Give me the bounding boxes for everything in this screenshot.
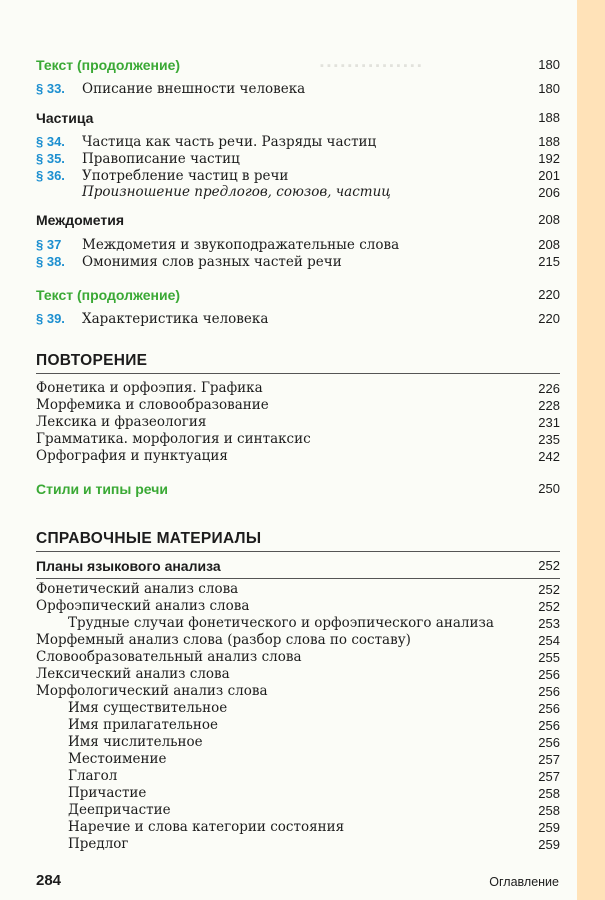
toc-entry-repetition-3[interactable]: Лексика и фразеология 231 <box>36 414 560 430</box>
toc-group-interjections[interactable]: Междометия 208 <box>36 212 560 228</box>
section-heading-repetition: ПОВТОРЕНИЕ <box>36 352 148 369</box>
toc-entry-repetition-4[interactable]: Грамматика. морфология и синтаксис 235 <box>36 431 560 447</box>
toc-entry-morph-numeral[interactable]: Имя числительное 256 <box>68 734 560 750</box>
toc-entry-repetition-5[interactable]: Орфография и пунктуация 242 <box>36 448 560 464</box>
toc-group-analysis-plans[interactable]: Планы языкового анализа 252 <box>36 558 560 574</box>
toc-entry-analysis-5[interactable]: Лексический анализ слова 256 <box>36 666 560 682</box>
toc-entry-33[interactable]: § 33. Описание внешности человека 180 <box>36 81 560 97</box>
toc-entry-morph-verb[interactable]: Глагол 257 <box>68 768 560 784</box>
page-number: 284 <box>36 872 62 889</box>
toc-entry-repetition-1[interactable]: Фонетика и орфоэпия. Графика 226 <box>36 380 560 396</box>
toc-entry-morph-adjective[interactable]: Имя прилагательное 256 <box>68 717 560 733</box>
toc-entry-34[interactable]: § 34. Частица как часть речи. Разряды частиц 188 <box>36 134 560 150</box>
toc-entry-analysis-4[interactable]: Словообразовательный анализ слова 255 <box>36 649 560 665</box>
toc-group-text-continued-2[interactable]: Текст (продолжение) 220 <box>36 287 560 303</box>
toc-entry-38[interactable]: § 38. Омонимия слов разных частей речи 215 <box>36 254 560 270</box>
divider <box>36 578 560 579</box>
bleed-through: ▪ ▪ ▪ ▪ ▪ ▪ ▪ ▪ ▪ ▪ ▪ ▪ ▪ ▪ ▪ <box>320 60 422 72</box>
toc-entry-morph-adverbial-participle[interactable]: Деепричастие 258 <box>68 802 560 818</box>
toc-entry-analysis-1[interactable]: Фонетический анализ слова 252 <box>36 581 560 597</box>
divider <box>36 373 560 374</box>
toc-entry-analysis-3[interactable]: Морфемный анализ слова (разбор слова по составу) 254 <box>36 632 560 648</box>
toc-entry-37[interactable]: § 37 Междометия и звукоподражательные слова 208 <box>36 237 560 253</box>
toc-entry-morph-noun[interactable]: Имя существительное 256 <box>68 700 560 716</box>
toc-entry-morph-pronoun[interactable]: Местоимение 257 <box>68 751 560 767</box>
running-footer-title: Оглавление <box>489 875 559 889</box>
toc-entry-36-pronunciation[interactable]: Произношение предлогов, союзов, частиц 206 <box>82 184 560 200</box>
toc-entry-analysis-2b[interactable]: Трудные случаи фонетического и орфоэпического анализа 253 <box>68 615 560 631</box>
toc-entry-39[interactable]: § 39. Характеристика человека 220 <box>36 311 560 327</box>
section-heading-reference: СПРАВОЧНЫЕ МАТЕРИАЛЫ <box>36 530 262 547</box>
toc-group-text-continued-1[interactable]: Текст (продолжение) 180 <box>36 57 560 73</box>
toc-entry-morph-preposition[interactable]: Предлог 259 <box>68 836 560 852</box>
toc-group-styles[interactable]: Стили и типы речи 250 <box>36 481 560 497</box>
toc-group-particle[interactable]: Частица 188 <box>36 110 560 126</box>
toc-entry-morph-adverb[interactable]: Наречие и слова категории состояния 259 <box>68 819 560 835</box>
page-edge-strip <box>577 0 605 900</box>
toc-entry-36[interactable]: § 36. Употребление частиц в речи 201 <box>36 168 560 184</box>
toc-entry-repetition-2[interactable]: Морфемика и словообразование 228 <box>36 397 560 413</box>
toc-entry-analysis-6[interactable]: Морфологический анализ слова 256 <box>36 683 560 699</box>
toc-entry-35[interactable]: § 35. Правописание частиц 192 <box>36 151 560 167</box>
toc-entry-analysis-2[interactable]: Орфоэпический анализ слова 252 <box>36 598 560 614</box>
toc-entry-morph-participle[interactable]: Причастие 258 <box>68 785 560 801</box>
divider <box>36 551 560 552</box>
